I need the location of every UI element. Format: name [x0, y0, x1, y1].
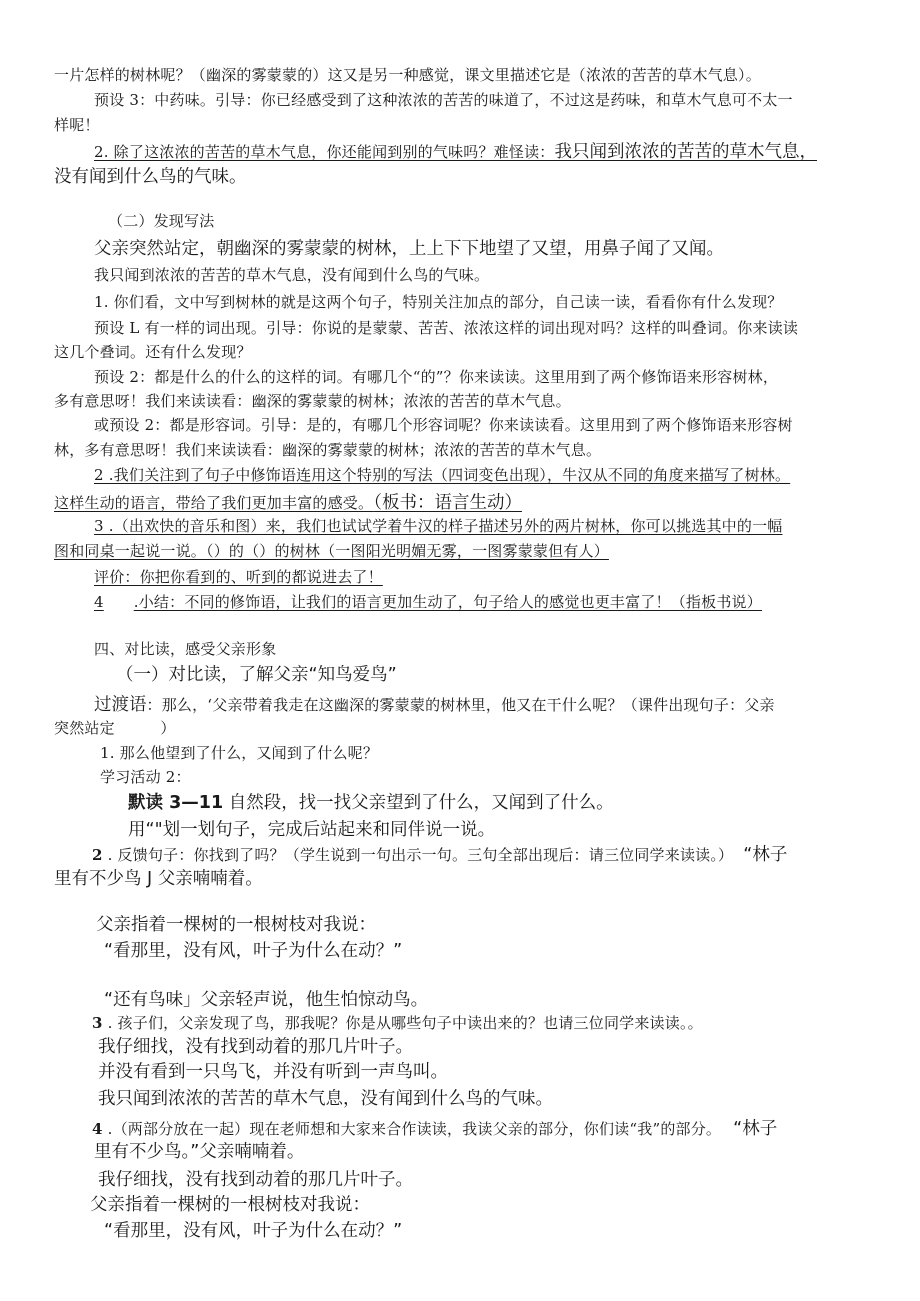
item-number: 2 — [92, 846, 103, 864]
section-heading: （二）发现写法 — [108, 212, 215, 230]
quote-line: 里有不少鸟。”父亲喃喃着。 — [94, 1142, 305, 1162]
board-note: （板书：语言生动） — [373, 493, 522, 513]
quoted-sentence: 我只闻到浓浓的苦苦的草木气息， — [554, 142, 817, 162]
quote-line: 我仔细找，没有找到动着的那几片叶子。 — [98, 1037, 413, 1057]
question-text: 2. 除了这浓浓的苦苦的草木气息，你还能闻到别的气味吗？难怪读： — [94, 143, 555, 161]
quote-line: 父亲指着一棵树的一根树枝对我说： — [90, 1195, 370, 1215]
text-line: 这几个叠词。还有什么发现？ — [54, 343, 252, 361]
text-line: 林，多有意思呀！我们来读读看：幽深的雾蒙蒙的树林；浓浓的苦苦的草木气息。 — [54, 441, 602, 459]
text-line: 学习活动 2： — [100, 768, 191, 786]
text-line: 2 .我们关注到了句子中修饰语连用这个特别的写法（四词变色出现），牛汉从不同的角度来描写了树林。 — [94, 466, 791, 484]
text-line: 1. 那么他望到了什么，又闻到了什么呢？ — [100, 744, 379, 762]
item-number: 3 — [92, 1014, 103, 1032]
example-sentence: 父亲突然站定，朝幽深的雾蒙蒙的树林，上上下下地望了又望，用鼻子闻了又闻。 — [94, 239, 724, 259]
section-heading: 四、对比读，感受父亲形象 — [94, 640, 277, 658]
quote-line: 父亲指着一棵树的一根树枝对我说： — [96, 915, 376, 935]
text-line: 或预设 2：都是形容词。引导：是的，有哪几个形容词呢？你来读读看。这里用到了两个修饰语来形容树 — [94, 416, 793, 434]
text-line: 突然站定 ） — [54, 719, 176, 737]
text-line — [92, 841, 787, 866]
item-number: 4 — [92, 1120, 103, 1138]
text-line: 3 .（出欢快的音乐和图）来，我们也试试学着牛汉的样子描述另外的两片树林，你可以挑选其中的一幅 — [94, 517, 783, 535]
quote-line: 我只闻到浓浓的苦苦的草木气息，没有闻到什么鸟的气味。 — [98, 1089, 553, 1109]
text-line: 预设 2：都是什么的什么的这样的词。有哪几个“的”？你来读读。这里用到了两个修饰语来形容树林， — [94, 368, 779, 386]
text-line: 多有意思呀！我们来读读看：幽深的雾蒙蒙的树林；浓浓的苦苦的草木气息。 — [54, 392, 571, 410]
text-line: 评价：你把你看到的、听到的都说进去了！ — [94, 568, 383, 586]
text-line: 一片怎样的树林呢？（幽深的雾蒙蒙的）这又是另一种感觉，课文里描述它是（浓浓的苦苦的草木气息）。 — [54, 66, 761, 84]
text-line: 没有闻到什么鸟的气味。 — [54, 167, 247, 187]
quote-start: “林子 — [743, 845, 788, 865]
text-line: 1. 你们看，文中写到树林的就是这两个句子，特别关注加点的部分，自己读一读，看看你有什么发现？ — [94, 293, 783, 311]
quote-start: “林子 — [733, 1119, 778, 1139]
text-line — [94, 691, 775, 716]
quote-line: “看那里，没有风，叶子为什么在动？” — [104, 1221, 403, 1241]
text-line: 预设 L 有一样的词出现。引导：你说的是蒙蒙、苦苦、浓浓这样的词出现对吗？这样的叫叠词。你来读读 — [94, 319, 799, 337]
activity-line — [128, 789, 614, 814]
text-span: .（两部分放在一起）现在老师想和大家来合作读读，我读父亲的部分，你们读“我”的部分。 — [102, 1120, 722, 1138]
text-line — [92, 1012, 703, 1033]
text-line — [94, 591, 762, 612]
summary-text: .小结：不同的修饰语，让我们的语言更加生动了，句子给人的感觉也更丰富了！（指板书说） — [133, 593, 762, 611]
text-line: 预设 3：中药味。引导：你已经感受到了这种浓浓的苦苦的味道了，不过这是药味，和草木气息可不太一 — [94, 91, 793, 109]
activity-line: 用“"划一划句子，完成后站起来和同伴说一说。 — [128, 820, 496, 840]
text-span: 自然段，找一找父亲望到了什么，又闻到了什么。 — [223, 793, 614, 813]
text-line: 样呢！ — [54, 116, 100, 134]
section-heading: （一）对比读，了解父亲“知鸟爱鸟” — [116, 665, 397, 685]
text-line — [94, 138, 817, 163]
text-span: 默读 3—11 — [128, 793, 224, 813]
label: 过渡语 — [94, 695, 147, 715]
text-line — [92, 1115, 777, 1140]
text-line: 图和同桌一起说一说。（）的（）的树林（一图阳光明媚无雾，一图雾蒙蒙但有人） — [54, 542, 609, 560]
example-sentence: 我只闻到浓浓的苦苦的草木气息，没有闻到什么鸟的气味。 — [94, 266, 490, 284]
text-line — [54, 489, 522, 514]
quote-line: 我仔细找，没有找到动着的那几片叶子。 — [98, 1170, 413, 1190]
quote-line: “看那里，没有风，叶子为什么在动？” — [104, 941, 403, 961]
text-span: ：那么，‘父亲带着我走在这幽深的雾蒙蒙的树林里，他又在干什么呢？（课件出现句子：父亲 — [146, 696, 775, 714]
item-number: 4 — [94, 593, 104, 611]
text-span: . 反馈句子：你找到了吗？（学生说到一句出示一句。三句全部出现后：请三位同学来读读。） — [102, 846, 734, 864]
text-span: 这样生动的语言，带给了我们更加丰富的感受。 — [54, 494, 374, 512]
text-line: 里有不少鸟 J 父亲喃喃着。 — [54, 869, 263, 889]
quote-line: “还有鸟味」父亲轻声说，他生怕惊动鸟。 — [104, 990, 429, 1010]
text-span: . 孩子们，父亲发现了鸟，那我呢？你是从哪些句子中读出来的？也请三位同学来读读。。 — [102, 1014, 703, 1032]
quote-line: 并没有看到一只鸟飞，并没有听到一声鸟叫。 — [98, 1062, 448, 1082]
